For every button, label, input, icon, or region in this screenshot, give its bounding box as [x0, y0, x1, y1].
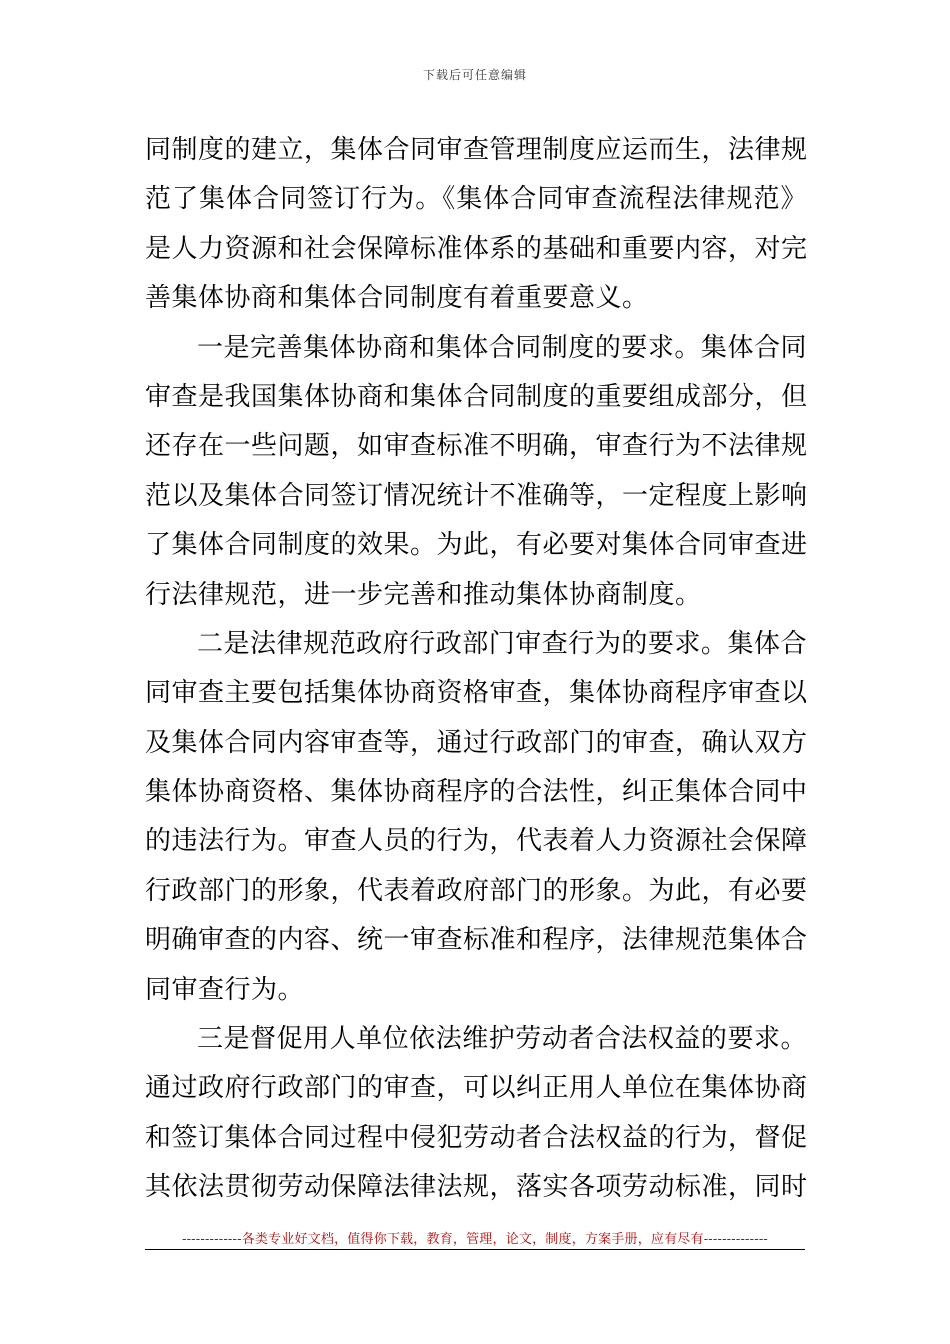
text-line: 行政部门的形象，代表着政府部门的形象。为此，有必要	[145, 875, 808, 906]
text-line: 审查是我国集体协商和集体合同制度的重要组成部分，但	[145, 381, 808, 412]
text-line: 集体协商资格、集体协商程序的合法性，纠正集体合同中	[145, 777, 808, 808]
text-line: 和签订集体合同过程中侵犯劳动者合法权益的行为，督促	[145, 1122, 808, 1153]
text-line: 还存在一些问题，如审查标准不明确，审查行为不法律规	[145, 431, 808, 462]
text-line: 同审查主要包括集体协商资格审查，集体协商程序审查以	[145, 678, 808, 709]
text-line: 行法律规范，进一步完善和推动集体协商制度。	[145, 579, 702, 610]
text-line: 同审查行为。	[145, 974, 305, 1005]
text-line: 及集体合同内容审查等，通过行政部门的审查，确认双方	[145, 727, 808, 758]
text-line: 通过政府行政部门的审查，可以纠正用人单位在集体协商	[145, 1073, 808, 1104]
document-body	[145, 126, 807, 1213]
text-line: 是人力资源和社会保障标准体系的基础和重要内容，对完	[145, 233, 808, 264]
text-line: 善集体协商和集体合同制度有着重要意义。	[145, 283, 649, 314]
text-line: 二是法律规范政府行政部门审查行为的要求。集体合	[197, 628, 807, 659]
text-line: 一是完善集体协商和集体合同制度的要求。集体合同	[197, 332, 807, 363]
text-line: 三是督促用人单位依法维护劳动者合法权益的要求。	[197, 1024, 807, 1055]
text-line: 的违法行为。审查人员的行为，代表着人力资源社会保障	[145, 826, 808, 857]
text-line: 了集体合同制度的效果。为此，有必要对集体合同审查进	[145, 530, 808, 561]
text-line: 范了集体合同签订行为。《集体合同审查流程法律规范》	[145, 184, 807, 215]
footer-divider	[145, 1249, 805, 1250]
text-line: 其依法贯彻劳动保障法律法规，落实各项劳动标准，同时	[145, 1172, 808, 1203]
text-line: 同制度的建立，集体合同审查管理制度应运而生，法律规	[145, 135, 808, 165]
text-line: 范以及集体合同签订情况统计不准确等，一定程度上影响	[145, 480, 808, 511]
text-line: 明确审查的内容、统一审查标准和程序，法律规范集体合	[145, 925, 808, 956]
footer-banner: -------------各类专业好文档，值得你下载，教育，管理，论文，制度，方案手册，应有尽有--------------	[182, 1232, 768, 1247]
page-header: 下载后可任意编辑	[422, 68, 527, 82]
